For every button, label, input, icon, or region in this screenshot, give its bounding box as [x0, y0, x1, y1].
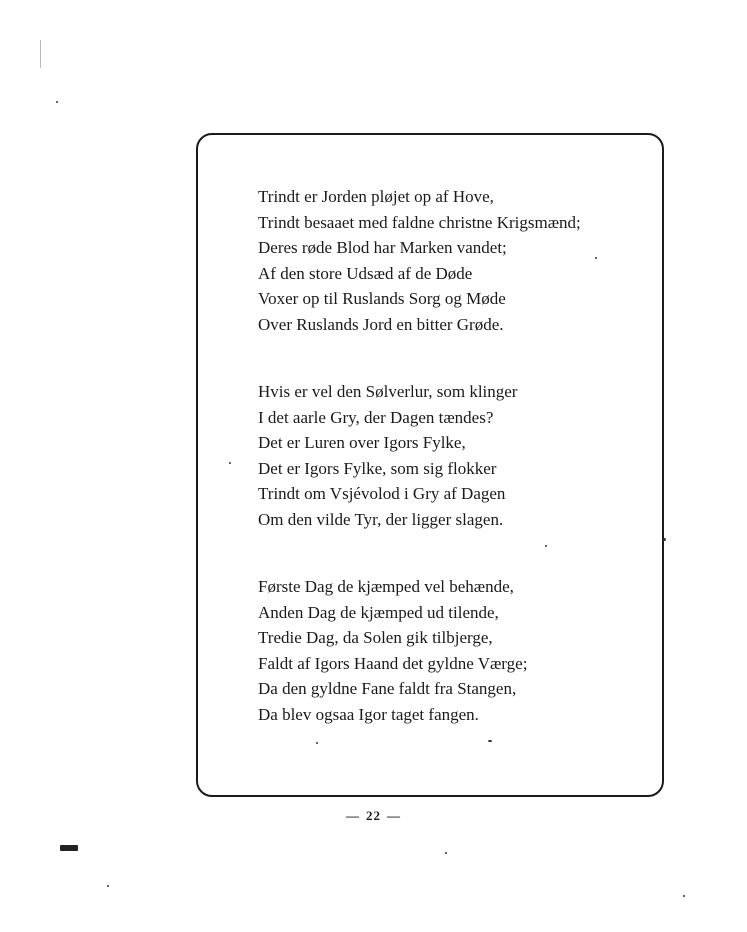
page-number-dash-left: — — [346, 808, 360, 823]
scan-speck — [683, 895, 685, 897]
scan-speck — [663, 538, 666, 541]
scan-speck — [545, 545, 547, 547]
poem-line: Anden Dag de kjæmped ud tilende, — [258, 602, 499, 622]
page-number-value: 22 — [366, 808, 381, 823]
page-number — [0, 808, 747, 824]
poem-line: Da blev ogsaa Igor taget fangen. — [258, 704, 479, 724]
poem-line: Voxer op til Ruslands Sorg og Møde — [258, 289, 506, 308]
poem-line: Tredie Dag, da Solen gik tilbjerge, — [258, 628, 493, 647]
stanza-2 — [258, 379, 658, 532]
scan-speck — [595, 257, 597, 259]
poem-line: Det er Igors Fylke, som sig flokker — [258, 458, 497, 478]
scan-speck — [316, 742, 318, 744]
poem-line: I det aarle Gry, der Dagen tændes? — [258, 407, 494, 427]
poem-line: Af den store Udsæd af de Døde — [258, 263, 473, 283]
poem-line: Over Ruslands Jord en bitter Grøde. — [258, 314, 504, 334]
scan-speck — [56, 101, 58, 103]
stanza-3 — [258, 574, 658, 727]
poem-line: Trindt besaaet med faldne christne Krigsmænd; — [258, 212, 581, 232]
poem-line: Det er Luren over Igors Fylke, — [258, 433, 466, 452]
scan-speck — [107, 885, 109, 887]
poem-line: Da den gyldne Fane faldt fra Stangen, — [258, 679, 517, 698]
margin-scan-mark — [40, 40, 41, 68]
poem-line: Deres røde Blod har Marken vandet; — [258, 238, 507, 257]
scan-speck — [445, 852, 447, 854]
poem-line: Første Dag de kjæmped vel behænde, — [258, 577, 514, 596]
page-number-dash-right: — — [387, 808, 401, 823]
poem-line: Hvis er vel den Sølverlur, som klinger — [258, 382, 518, 401]
poem-body — [258, 184, 658, 727]
scan-speck — [229, 462, 231, 464]
scan-smudge — [60, 845, 78, 851]
poem-line: Trindt om Vsjévolod i Gry af Dagen — [258, 484, 506, 503]
poem-line: Trindt er Jorden pløjet op af Hove, — [258, 187, 494, 206]
poem-line: Faldt af Igors Haand det gyldne Værge; — [258, 653, 528, 673]
scan-speck — [488, 740, 492, 742]
poem-line: Om den vilde Tyr, der ligger slagen. — [258, 509, 504, 529]
stanza-1 — [258, 184, 658, 337]
